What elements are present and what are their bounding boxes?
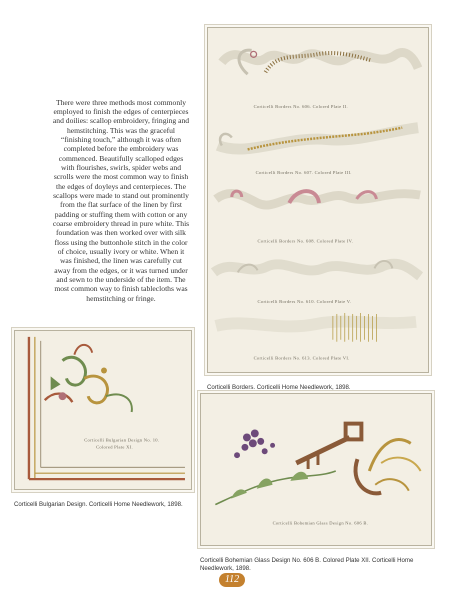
border-606 [222, 50, 418, 74]
border-613 [216, 313, 416, 342]
border-608-label: Corticelli Borders No. 608. Colored Plate IV. [257, 238, 354, 244]
bead-flowers [234, 430, 275, 459]
borders-plate-illustration [208, 28, 428, 372]
bohemian-glass-plate-image [200, 393, 432, 546]
borders-caption: Corticelli Borders. Corticelli Home Needlework, 1898. [207, 384, 351, 392]
border-607-label: Corticelli Borders No. 607. Colored Plate III. [255, 170, 352, 176]
bohemian-label: Corticelli Bohemian Glass Design No. 606 B. [272, 520, 369, 526]
border-610 [214, 261, 420, 276]
bohemian-glass-illustration [201, 394, 431, 545]
bulgarian-design-plate-image [14, 330, 192, 490]
bohemian-caption: Corticelli Bohemian Glass Design No. 606 B. Colored Plate XII. Corticelli Home Needlework, 1898. [200, 557, 414, 573]
page-number-badge: 112 [219, 573, 245, 587]
border-606-label: Corticelli Borders No. 606. Colored Plate II. [253, 103, 348, 109]
body-paragraph: There were three methods most commonly employed to finish the edges of centerpieces and doilies: scallop embroidery, fringing and hemstitching. This was the graceful “finishing touch,” although it was often completed before the embroidery was commenced. Beautifully scalloped edges with flourishes, swirls, spider webs and scrolls were the most common way to finish the edges of doyleys and centerpieces. The scallops were made to stand out prominently from the flat surface of the linen by first padding or stuffing them with cotton or any coarse embroidery thread in pure white. This foundation was then worked over with silk floss using the buttonhole stitch in the color of choice, usually ivory or white. When it was finished, the linen was carefully cut away from the edges, or it was turned under and sewn to the underside of the item. The most common way to finish tablecloths was hemstitching or fringe. [52, 97, 190, 303]
border-607 [218, 128, 418, 150]
bulgarian-label-line1: Corticelli Bulgarian Design No. 10. [84, 437, 160, 443]
border-608 [216, 191, 420, 205]
bulgarian-design-illustration [15, 331, 191, 489]
bulgarian-label-line2: Colored Plate XI. [96, 444, 133, 450]
bulgarian-caption: Corticelli Bulgarian Design. Corticelli Home Needlework, 1898. [14, 501, 183, 509]
border-610-label: Corticelli Borders No. 610. Colored Plate V. [257, 299, 352, 305]
borders-plate-image [207, 27, 429, 373]
border-613-label: Corticelli Borders No. 613. Colored Plate VI. [253, 355, 350, 361]
